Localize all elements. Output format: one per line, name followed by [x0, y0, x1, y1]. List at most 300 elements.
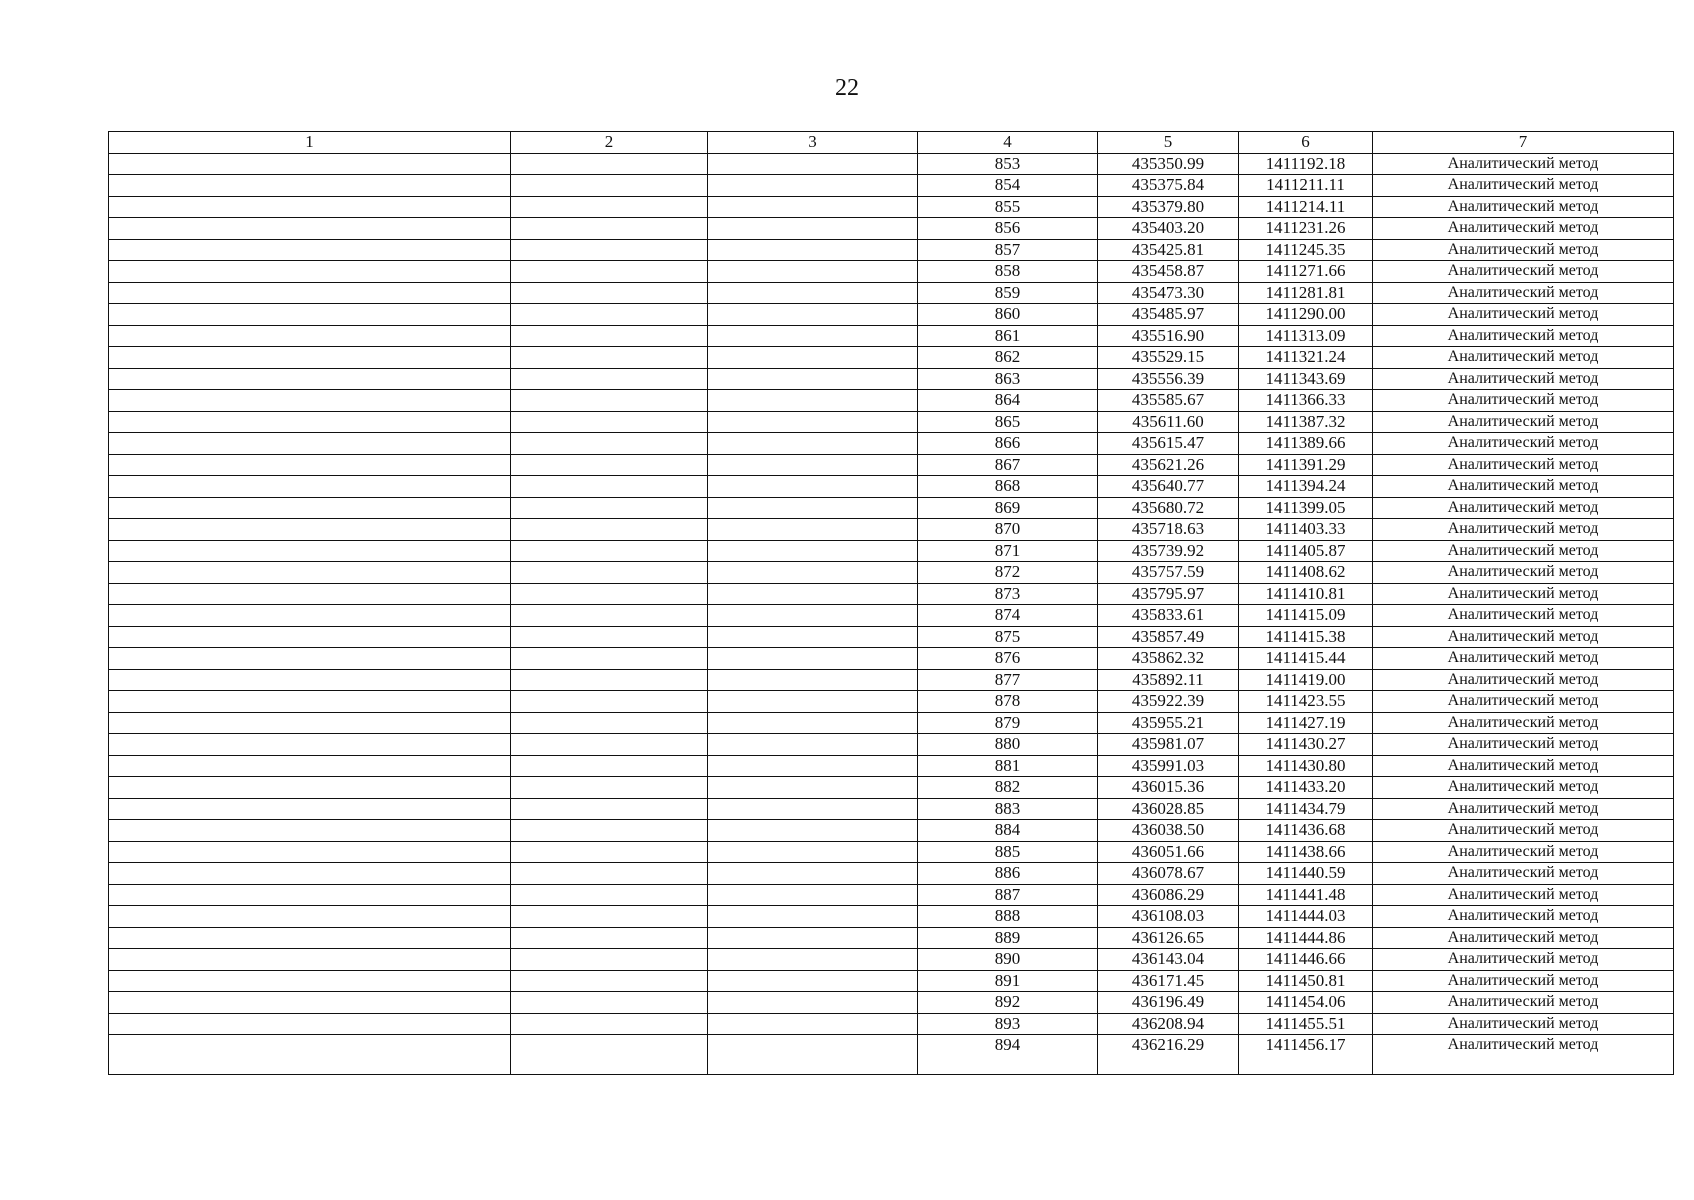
x-coordinate-cell: 436015.36	[1098, 777, 1239, 799]
table-row	[109, 798, 1674, 820]
point-number-cell: 890	[918, 949, 1098, 971]
y-coordinate-cell: 1411438.66	[1239, 841, 1373, 863]
empty-cell	[511, 368, 708, 390]
method-cell: Аналитический метод	[1373, 734, 1674, 756]
method-cell: Аналитический метод	[1373, 239, 1674, 261]
empty-cell	[708, 949, 918, 971]
method-cell: Аналитический метод	[1373, 927, 1674, 949]
empty-cell	[708, 325, 918, 347]
method-cell: Аналитический метод	[1373, 648, 1674, 670]
x-coordinate-cell: 435862.32	[1098, 648, 1239, 670]
table-row	[109, 261, 1674, 283]
empty-cell	[708, 433, 918, 455]
y-coordinate-cell: 1411444.03	[1239, 906, 1373, 928]
empty-cell	[708, 282, 918, 304]
method-cell: Аналитический метод	[1373, 1035, 1674, 1075]
empty-cell	[708, 153, 918, 175]
method-cell: Аналитический метод	[1373, 218, 1674, 240]
empty-cell	[511, 390, 708, 412]
empty-cell	[109, 368, 511, 390]
empty-cell	[511, 433, 708, 455]
y-coordinate-cell: 1411410.81	[1239, 583, 1373, 605]
point-number-cell: 853	[918, 153, 1098, 175]
empty-cell	[511, 261, 708, 283]
x-coordinate-cell: 435955.21	[1098, 712, 1239, 734]
empty-cell	[511, 1035, 708, 1075]
table-row	[109, 282, 1674, 304]
empty-cell	[708, 712, 918, 734]
empty-cell	[708, 454, 918, 476]
table-row	[109, 519, 1674, 541]
x-coordinate-cell: 435585.67	[1098, 390, 1239, 412]
x-coordinate-cell: 435615.47	[1098, 433, 1239, 455]
empty-cell	[708, 992, 918, 1014]
table-header-row	[109, 132, 1674, 154]
column-header-4: 4	[918, 132, 1098, 154]
point-number-cell: 892	[918, 992, 1098, 1014]
empty-cell	[708, 583, 918, 605]
point-number-cell: 861	[918, 325, 1098, 347]
method-cell: Аналитический метод	[1373, 906, 1674, 928]
x-coordinate-cell: 436051.66	[1098, 841, 1239, 863]
y-coordinate-cell: 1411245.35	[1239, 239, 1373, 261]
y-coordinate-cell: 1411446.66	[1239, 949, 1373, 971]
empty-cell	[708, 970, 918, 992]
empty-cell	[511, 691, 708, 713]
method-cell: Аналитический метод	[1373, 970, 1674, 992]
table-row	[109, 583, 1674, 605]
empty-cell	[109, 605, 511, 627]
empty-cell	[511, 562, 708, 584]
empty-cell	[109, 712, 511, 734]
empty-cell	[109, 798, 511, 820]
empty-cell	[109, 626, 511, 648]
empty-cell	[511, 153, 708, 175]
y-coordinate-cell: 1411343.69	[1239, 368, 1373, 390]
table-row	[109, 368, 1674, 390]
method-cell: Аналитический метод	[1373, 411, 1674, 433]
table-row	[109, 970, 1674, 992]
method-cell: Аналитический метод	[1373, 863, 1674, 885]
empty-cell	[109, 540, 511, 562]
empty-cell	[708, 1013, 918, 1035]
empty-cell	[708, 927, 918, 949]
method-cell: Аналитический метод	[1373, 368, 1674, 390]
method-cell: Аналитический метод	[1373, 626, 1674, 648]
x-coordinate-cell: 435739.92	[1098, 540, 1239, 562]
point-number-cell: 894	[918, 1035, 1098, 1075]
empty-cell	[109, 583, 511, 605]
empty-cell	[109, 691, 511, 713]
x-coordinate-cell: 436078.67	[1098, 863, 1239, 885]
empty-cell	[708, 841, 918, 863]
table-row	[109, 347, 1674, 369]
x-coordinate-cell: 436108.03	[1098, 906, 1239, 928]
empty-cell	[109, 863, 511, 885]
point-number-cell: 878	[918, 691, 1098, 713]
method-cell: Аналитический метод	[1373, 476, 1674, 498]
empty-cell	[511, 175, 708, 197]
empty-cell	[708, 304, 918, 326]
y-coordinate-cell: 1411387.32	[1239, 411, 1373, 433]
x-coordinate-cell: 435458.87	[1098, 261, 1239, 283]
column-header-5: 5	[1098, 132, 1239, 154]
method-cell: Аналитический метод	[1373, 712, 1674, 734]
empty-cell	[708, 497, 918, 519]
empty-cell	[109, 454, 511, 476]
x-coordinate-cell: 435640.77	[1098, 476, 1239, 498]
point-number-cell: 881	[918, 755, 1098, 777]
table-row	[109, 712, 1674, 734]
column-header-6: 6	[1239, 132, 1373, 154]
empty-cell	[708, 798, 918, 820]
point-number-cell: 886	[918, 863, 1098, 885]
empty-cell	[511, 347, 708, 369]
empty-cell	[109, 1035, 511, 1075]
x-coordinate-cell: 435981.07	[1098, 734, 1239, 756]
empty-cell	[511, 540, 708, 562]
empty-cell	[511, 454, 708, 476]
table-row	[109, 906, 1674, 928]
table-row	[109, 218, 1674, 240]
y-coordinate-cell: 1411399.05	[1239, 497, 1373, 519]
method-cell: Аналитический метод	[1373, 433, 1674, 455]
y-coordinate-cell: 1411271.66	[1239, 261, 1373, 283]
empty-cell	[109, 433, 511, 455]
empty-cell	[708, 562, 918, 584]
y-coordinate-cell: 1411440.59	[1239, 863, 1373, 885]
y-coordinate-cell: 1411321.24	[1239, 347, 1373, 369]
empty-cell	[511, 906, 708, 928]
table-row	[109, 433, 1674, 455]
method-cell: Аналитический метод	[1373, 261, 1674, 283]
y-coordinate-cell: 1411389.66	[1239, 433, 1373, 455]
point-number-cell: 868	[918, 476, 1098, 498]
y-coordinate-cell: 1411281.81	[1239, 282, 1373, 304]
table-row	[109, 755, 1674, 777]
empty-cell	[109, 820, 511, 842]
x-coordinate-cell: 436126.65	[1098, 927, 1239, 949]
empty-cell	[708, 368, 918, 390]
point-number-cell: 876	[918, 648, 1098, 670]
point-number-cell: 887	[918, 884, 1098, 906]
empty-cell	[109, 949, 511, 971]
y-coordinate-cell: 1411415.09	[1239, 605, 1373, 627]
empty-cell	[109, 970, 511, 992]
x-coordinate-cell: 435833.61	[1098, 605, 1239, 627]
method-cell: Аналитический метод	[1373, 777, 1674, 799]
method-cell: Аналитический метод	[1373, 691, 1674, 713]
empty-cell	[109, 196, 511, 218]
y-coordinate-cell: 1411433.20	[1239, 777, 1373, 799]
x-coordinate-cell: 435403.20	[1098, 218, 1239, 240]
point-number-cell: 879	[918, 712, 1098, 734]
method-cell: Аналитический метод	[1373, 454, 1674, 476]
x-coordinate-cell: 436216.29	[1098, 1035, 1239, 1075]
empty-cell	[511, 497, 708, 519]
empty-cell	[511, 669, 708, 691]
x-coordinate-cell: 435485.97	[1098, 304, 1239, 326]
y-coordinate-cell: 1411430.80	[1239, 755, 1373, 777]
empty-cell	[511, 863, 708, 885]
empty-cell	[708, 863, 918, 885]
empty-cell	[109, 992, 511, 1014]
empty-cell	[511, 476, 708, 498]
y-coordinate-cell: 1411415.44	[1239, 648, 1373, 670]
y-coordinate-cell: 1411403.33	[1239, 519, 1373, 541]
point-number-cell: 893	[918, 1013, 1098, 1035]
y-coordinate-cell: 1411214.11	[1239, 196, 1373, 218]
empty-cell	[109, 347, 511, 369]
empty-cell	[708, 540, 918, 562]
point-number-cell: 855	[918, 196, 1098, 218]
empty-cell	[511, 196, 708, 218]
empty-cell	[109, 519, 511, 541]
point-number-cell: 864	[918, 390, 1098, 412]
y-coordinate-cell: 1411455.51	[1239, 1013, 1373, 1035]
point-number-cell: 889	[918, 927, 1098, 949]
empty-cell	[109, 884, 511, 906]
x-coordinate-cell: 435621.26	[1098, 454, 1239, 476]
empty-cell	[708, 239, 918, 261]
y-coordinate-cell: 1411408.62	[1239, 562, 1373, 584]
x-coordinate-cell: 435680.72	[1098, 497, 1239, 519]
method-cell: Аналитический метод	[1373, 949, 1674, 971]
empty-cell	[708, 906, 918, 928]
x-coordinate-cell: 435516.90	[1098, 325, 1239, 347]
x-coordinate-cell: 435857.49	[1098, 626, 1239, 648]
table-row	[109, 884, 1674, 906]
x-coordinate-cell: 435375.84	[1098, 175, 1239, 197]
empty-cell	[708, 196, 918, 218]
table-row	[109, 390, 1674, 412]
empty-cell	[708, 175, 918, 197]
point-number-cell: 856	[918, 218, 1098, 240]
table-row	[109, 153, 1674, 175]
y-coordinate-cell: 1411313.09	[1239, 325, 1373, 347]
empty-cell	[109, 497, 511, 519]
empty-cell	[109, 411, 511, 433]
method-cell: Аналитический метод	[1373, 347, 1674, 369]
empty-cell	[109, 282, 511, 304]
point-number-cell: 860	[918, 304, 1098, 326]
y-coordinate-cell: 1411454.06	[1239, 992, 1373, 1014]
method-cell: Аналитический метод	[1373, 282, 1674, 304]
point-number-cell: 859	[918, 282, 1098, 304]
table-row	[109, 820, 1674, 842]
empty-cell	[109, 648, 511, 670]
x-coordinate-cell: 435425.81	[1098, 239, 1239, 261]
method-cell: Аналитический метод	[1373, 583, 1674, 605]
table-row	[109, 777, 1674, 799]
empty-cell	[708, 261, 918, 283]
empty-cell	[708, 648, 918, 670]
x-coordinate-cell: 435922.39	[1098, 691, 1239, 713]
table-row	[109, 497, 1674, 519]
y-coordinate-cell: 1411415.38	[1239, 626, 1373, 648]
table-row	[109, 1035, 1674, 1075]
y-coordinate-cell: 1411456.17	[1239, 1035, 1373, 1075]
empty-cell	[109, 1013, 511, 1035]
x-coordinate-cell: 436171.45	[1098, 970, 1239, 992]
empty-cell	[708, 390, 918, 412]
x-coordinate-cell: 435892.11	[1098, 669, 1239, 691]
method-cell: Аналитический метод	[1373, 497, 1674, 519]
empty-cell	[708, 1035, 918, 1075]
empty-cell	[708, 691, 918, 713]
point-number-cell: 862	[918, 347, 1098, 369]
y-coordinate-cell: 1411192.18	[1239, 153, 1373, 175]
y-coordinate-cell: 1411450.81	[1239, 970, 1373, 992]
y-coordinate-cell: 1411391.29	[1239, 454, 1373, 476]
empty-cell	[708, 777, 918, 799]
empty-cell	[109, 239, 511, 261]
table-row	[109, 691, 1674, 713]
y-coordinate-cell: 1411430.27	[1239, 734, 1373, 756]
method-cell: Аналитический метод	[1373, 304, 1674, 326]
empty-cell	[109, 175, 511, 197]
method-cell: Аналитический метод	[1373, 820, 1674, 842]
empty-cell	[511, 325, 708, 347]
empty-cell	[109, 218, 511, 240]
point-number-cell: 885	[918, 841, 1098, 863]
point-number-cell: 872	[918, 562, 1098, 584]
empty-cell	[109, 325, 511, 347]
point-number-cell: 870	[918, 519, 1098, 541]
method-cell: Аналитический метод	[1373, 1013, 1674, 1035]
empty-cell	[511, 519, 708, 541]
coordinates-table	[108, 131, 1674, 1075]
empty-cell	[109, 755, 511, 777]
method-cell: Аналитический метод	[1373, 669, 1674, 691]
empty-cell	[511, 218, 708, 240]
x-coordinate-cell: 435529.15	[1098, 347, 1239, 369]
empty-cell	[511, 970, 708, 992]
table-row	[109, 239, 1674, 261]
x-coordinate-cell: 435379.80	[1098, 196, 1239, 218]
empty-cell	[511, 798, 708, 820]
table-row	[109, 562, 1674, 584]
empty-cell	[511, 777, 708, 799]
empty-cell	[109, 261, 511, 283]
empty-cell	[511, 927, 708, 949]
empty-cell	[109, 304, 511, 326]
empty-cell	[511, 239, 708, 261]
empty-cell	[708, 476, 918, 498]
x-coordinate-cell: 435473.30	[1098, 282, 1239, 304]
empty-cell	[511, 282, 708, 304]
point-number-cell: 883	[918, 798, 1098, 820]
x-coordinate-cell: 435757.59	[1098, 562, 1239, 584]
empty-cell	[109, 669, 511, 691]
y-coordinate-cell: 1411231.26	[1239, 218, 1373, 240]
y-coordinate-cell: 1411366.33	[1239, 390, 1373, 412]
x-coordinate-cell: 435991.03	[1098, 755, 1239, 777]
empty-cell	[708, 884, 918, 906]
method-cell: Аналитический метод	[1373, 798, 1674, 820]
table-row	[109, 626, 1674, 648]
point-number-cell: 869	[918, 497, 1098, 519]
table-row	[109, 841, 1674, 863]
y-coordinate-cell: 1411405.87	[1239, 540, 1373, 562]
method-cell: Аналитический метод	[1373, 605, 1674, 627]
empty-cell	[109, 841, 511, 863]
point-number-cell: 858	[918, 261, 1098, 283]
empty-cell	[511, 626, 708, 648]
table-row	[109, 734, 1674, 756]
y-coordinate-cell: 1411423.55	[1239, 691, 1373, 713]
empty-cell	[708, 669, 918, 691]
table-row	[109, 949, 1674, 971]
table-row	[109, 454, 1674, 476]
x-coordinate-cell: 436143.04	[1098, 949, 1239, 971]
y-coordinate-cell: 1411441.48	[1239, 884, 1373, 906]
point-number-cell: 873	[918, 583, 1098, 605]
method-cell: Аналитический метод	[1373, 196, 1674, 218]
empty-cell	[511, 605, 708, 627]
table-row	[109, 540, 1674, 562]
y-coordinate-cell: 1411427.19	[1239, 712, 1373, 734]
y-coordinate-cell: 1411436.68	[1239, 820, 1373, 842]
method-cell: Аналитический метод	[1373, 755, 1674, 777]
empty-cell	[708, 411, 918, 433]
method-cell: Аналитический метод	[1373, 175, 1674, 197]
empty-cell	[708, 347, 918, 369]
x-coordinate-cell: 436208.94	[1098, 1013, 1239, 1035]
empty-cell	[708, 605, 918, 627]
x-coordinate-cell: 436086.29	[1098, 884, 1239, 906]
empty-cell	[511, 841, 708, 863]
x-coordinate-cell: 435556.39	[1098, 368, 1239, 390]
method-cell: Аналитический метод	[1373, 562, 1674, 584]
x-coordinate-cell: 436028.85	[1098, 798, 1239, 820]
empty-cell	[708, 519, 918, 541]
y-coordinate-cell: 1411290.00	[1239, 304, 1373, 326]
empty-cell	[109, 153, 511, 175]
method-cell: Аналитический метод	[1373, 884, 1674, 906]
point-number-cell: 884	[918, 820, 1098, 842]
empty-cell	[511, 304, 708, 326]
point-number-cell: 857	[918, 239, 1098, 261]
empty-cell	[511, 583, 708, 605]
empty-cell	[109, 734, 511, 756]
y-coordinate-cell: 1411211.11	[1239, 175, 1373, 197]
table-row	[109, 325, 1674, 347]
table-row	[109, 196, 1674, 218]
method-cell: Аналитический метод	[1373, 540, 1674, 562]
method-cell: Аналитический метод	[1373, 841, 1674, 863]
table-row	[109, 863, 1674, 885]
empty-cell	[109, 562, 511, 584]
method-cell: Аналитический метод	[1373, 519, 1674, 541]
empty-cell	[511, 734, 708, 756]
x-coordinate-cell: 435350.99	[1098, 153, 1239, 175]
empty-cell	[708, 734, 918, 756]
table-row	[109, 605, 1674, 627]
empty-cell	[511, 1013, 708, 1035]
point-number-cell: 891	[918, 970, 1098, 992]
point-number-cell: 871	[918, 540, 1098, 562]
column-header-2: 2	[511, 132, 708, 154]
table-row	[109, 1013, 1674, 1035]
table-body	[109, 153, 1674, 1075]
method-cell: Аналитический метод	[1373, 992, 1674, 1014]
method-cell: Аналитический метод	[1373, 390, 1674, 412]
point-number-cell: 866	[918, 433, 1098, 455]
x-coordinate-cell: 435611.60	[1098, 411, 1239, 433]
table-row	[109, 992, 1674, 1014]
empty-cell	[708, 820, 918, 842]
